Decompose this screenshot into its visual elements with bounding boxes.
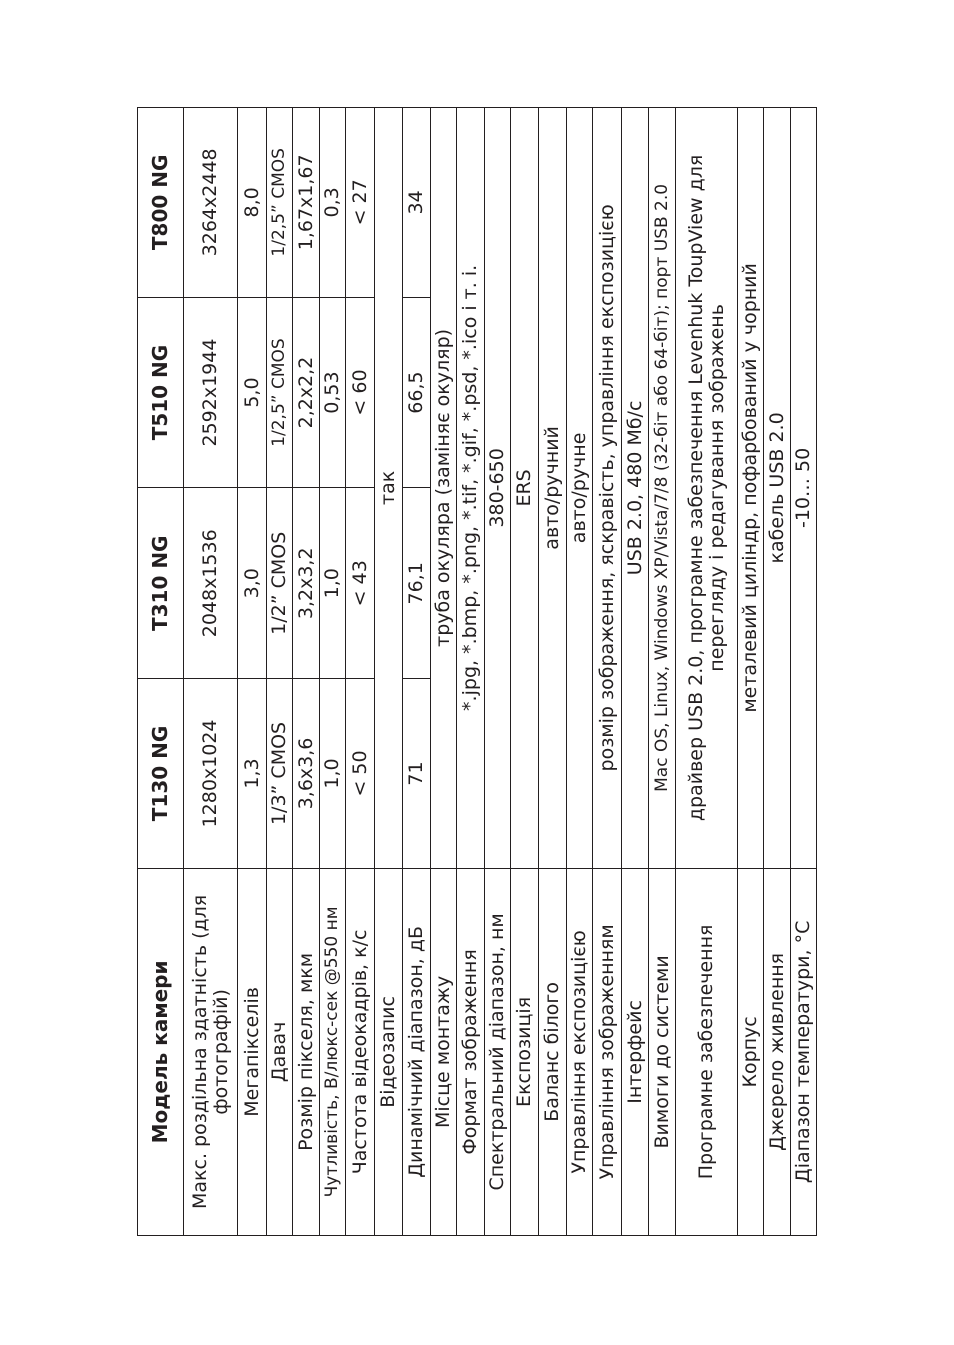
cell: < 43 — [346, 488, 375, 679]
cell: < 50 — [346, 679, 375, 869]
cell: 76,1 — [403, 488, 431, 679]
cell: USB 2.0, 480 Мб/с — [622, 108, 649, 869]
cell: 0,3 — [320, 108, 346, 298]
cell: 1/2,5” CMOS — [267, 297, 293, 488]
row-label: Діапазон температури, °C — [791, 868, 817, 1235]
table-row — [403, 108, 431, 1236]
cell: 1/2,5” CMOS — [267, 108, 293, 298]
header-t510: T510 NG — [138, 297, 184, 488]
cell: *.jpg, *.bmp, *.png, *.tif, *.gif, *.psd, *.ico і т. і. — [457, 108, 485, 869]
cell: < 60 — [346, 297, 375, 488]
row-label: Джерело живлення — [764, 868, 791, 1235]
cell: 1280x1024 — [184, 679, 238, 869]
cell: 0,53 — [320, 297, 346, 488]
table-row — [791, 108, 817, 1236]
row-label: Давач — [267, 868, 293, 1235]
row-label: Формат зображення — [457, 868, 485, 1235]
cell: -10… 50 — [791, 108, 817, 869]
cell: труба окуляра (заміняє окуляр) — [431, 108, 457, 869]
row-label: Інтерфейс — [622, 868, 649, 1235]
row-label: Відеозапис — [375, 868, 403, 1235]
table-row — [622, 108, 649, 1236]
row-label: Чутливість, В/люкс-сек @550 нм — [320, 868, 346, 1235]
table-row — [676, 108, 738, 1236]
row-label: Мегапікселів — [238, 868, 267, 1235]
row-label: Макс. роздільна здатність (для фотографій) — [184, 868, 238, 1235]
row-label: Управління зображенням — [593, 868, 622, 1235]
cell: < 27 — [346, 108, 375, 298]
row-label: Управління експозицією — [567, 868, 593, 1235]
table-row — [320, 108, 346, 1236]
table-row — [431, 108, 457, 1236]
cell: 5,0 — [238, 297, 267, 488]
cell: ERS — [511, 108, 539, 869]
cell: 1,3 — [238, 679, 267, 869]
row-label: Корпус — [738, 868, 764, 1235]
cell: авто/ручне — [567, 108, 593, 869]
cell: 3264x2448 — [184, 108, 238, 298]
table-row — [375, 108, 403, 1236]
cell: 66,5 — [403, 297, 431, 488]
cell: 8,0 — [238, 108, 267, 298]
table-row — [649, 108, 676, 1236]
camera-spec-table — [137, 107, 817, 1236]
row-label: Розмір пікселя, мкм — [293, 868, 320, 1235]
cell: 3,2x3,2 — [293, 488, 320, 679]
row-label: Програмне забезпечення — [676, 868, 738, 1235]
cell: 1,0 — [320, 488, 346, 679]
row-label: Спектральний діапазон, нм — [485, 868, 511, 1235]
row-label: Частота відеокадрів, к/с — [346, 868, 375, 1235]
cell: 2,2x2,2 — [293, 297, 320, 488]
table-row — [267, 108, 293, 1236]
cell: 2592x1944 — [184, 297, 238, 488]
cell: розмір зображення, яскравість, управління експозицією — [593, 108, 622, 869]
rotated-spec-table-container — [137, 107, 817, 1236]
table-row — [457, 108, 485, 1236]
cell: 71 — [403, 679, 431, 869]
cell: 1/3” CMOS — [267, 679, 293, 869]
table-row — [539, 108, 567, 1236]
header-t130: T130 NG — [138, 679, 184, 869]
row-label: Динамічний діапазон, дБ — [403, 868, 431, 1235]
cell: металевий циліндр, пофарбований у чорний — [738, 108, 764, 869]
cell: Mac OS, Linux, Windows XP/Vista/7/8 (32-біт або 64-біт); порт USB 2.0 — [649, 108, 676, 869]
table-row — [184, 108, 238, 1236]
header-model: Модель камери — [138, 868, 184, 1235]
cell: 1,67x1,67 — [293, 108, 320, 298]
row-label: Експозиція — [511, 868, 539, 1235]
cell: так — [375, 108, 403, 869]
cell: 34 — [403, 108, 431, 298]
cell: 3,6x3,6 — [293, 679, 320, 869]
cell: 1,0 — [320, 679, 346, 869]
table-row — [238, 108, 267, 1236]
table-row — [764, 108, 791, 1236]
row-label: Вимоги до системи — [649, 868, 676, 1235]
table-row — [593, 108, 622, 1236]
table-row — [485, 108, 511, 1236]
table-row — [567, 108, 593, 1236]
cell: 2048x1536 — [184, 488, 238, 679]
header-t800: T800 NG — [138, 108, 184, 298]
table-row — [346, 108, 375, 1236]
row-label: Баланс білого — [539, 868, 567, 1235]
table-row — [511, 108, 539, 1236]
row-label: Місце монтажу — [431, 868, 457, 1235]
header-t310: T310 NG — [138, 488, 184, 679]
table-row — [738, 108, 764, 1236]
table-header-row — [138, 108, 184, 1236]
cell: авто/ручний — [539, 108, 567, 869]
cell: драйвер USB 2.0, програмне забезпечення Levenhuk ToupView для перегляду і редагування зображень — [676, 108, 738, 869]
table-row — [293, 108, 320, 1236]
cell: 1/2” CMOS — [267, 488, 293, 679]
cell: кабель USB 2.0 — [764, 108, 791, 869]
cell: 3,0 — [238, 488, 267, 679]
cell: 380-650 — [485, 108, 511, 869]
